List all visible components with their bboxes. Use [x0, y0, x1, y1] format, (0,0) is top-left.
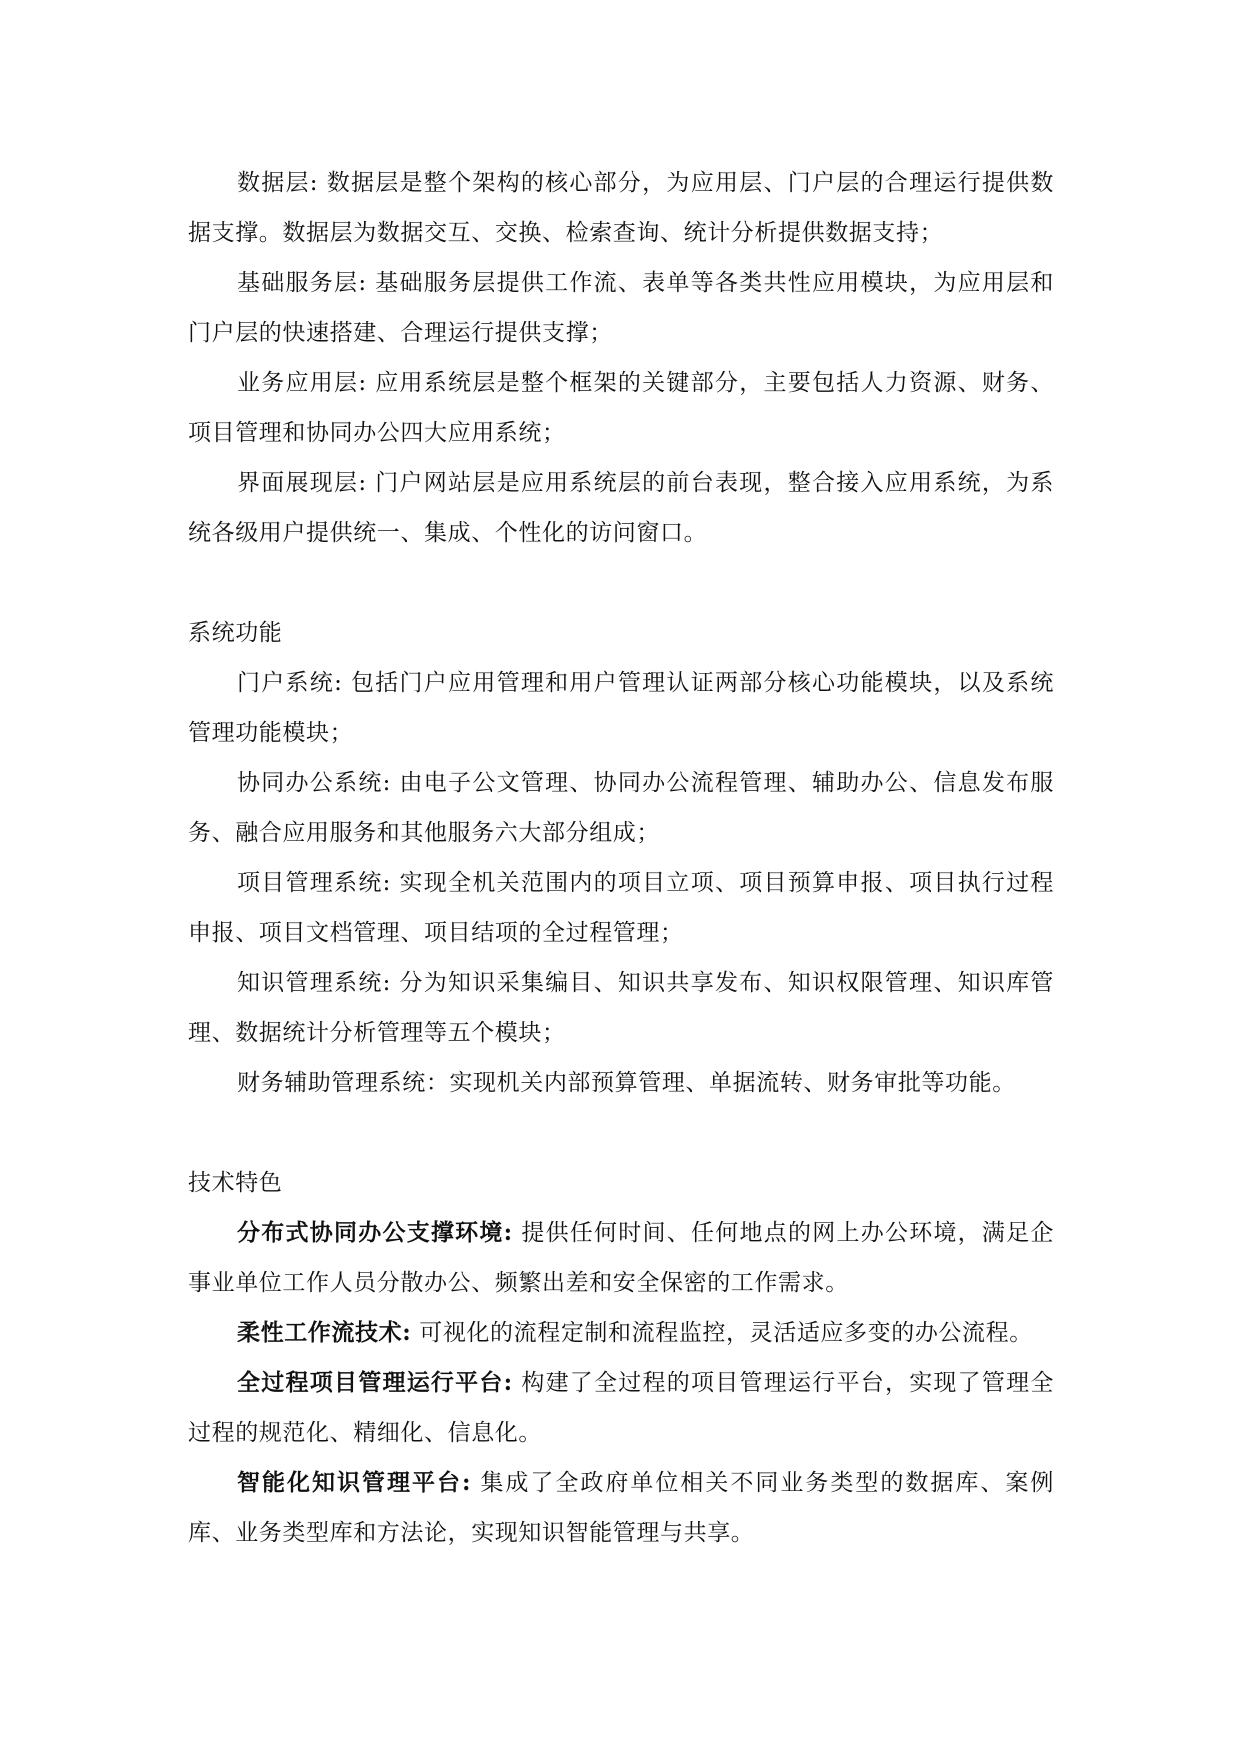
item-text: 可视化的流程定制和流程监控，灵活适应多变的办公流程。: [419, 1320, 1033, 1346]
item-label: 数据层: [237, 170, 310, 196]
item-separator: :: [382, 770, 391, 796]
item-text: 提供任何时间、任何地点的网上办公环境，满足企事业单位工作人员分散办公、频繁出差和安全保密的工作需求。: [188, 1220, 1055, 1296]
architecture-item-base-service-layer: [188, 258, 1054, 358]
item-label: 门户系统: [237, 670, 335, 696]
item-text: 实现机关内部预算管理、单据流转、财务审批等功能。: [449, 1070, 1016, 1096]
item-label: 项目管理系统: [237, 870, 383, 896]
function-item-collab-office: [188, 758, 1054, 858]
item-text: 门户网站层是应用系统层的前台表现，整合接入应用系统，为系统各级用户提供统一、集成、个性化的访问窗口。: [188, 470, 1054, 546]
section-spacer: [188, 1108, 1054, 1158]
item-separator: :: [358, 270, 367, 296]
item-text: 数据层是整个架构的核心部分，为应用层、门户层的合理运行提供数据支撑。数据层为数据交互、交换、检索查询、统计分析提供数据支持；: [188, 170, 1054, 246]
item-label: 基础服务层: [237, 270, 359, 296]
architecture-item-ui-layer: [188, 458, 1054, 558]
item-separator: :: [382, 870, 391, 896]
section-heading-features: 技术特色: [188, 1170, 283, 1196]
item-label: 界面展现层: [237, 470, 359, 496]
item-text: 实现全机关范围内的项目立项、项目预算申报、项目执行过程申报、项目文档管理、项目结项的全过程管理；: [188, 870, 1054, 946]
item-separator: :: [382, 970, 391, 996]
item-label: 财务辅助管理系统: [237, 1070, 426, 1096]
item-label: 全过程项目管理运行平台:: [237, 1369, 513, 1396]
item-separator: ：: [425, 1070, 450, 1096]
architecture-section: [188, 158, 1054, 558]
item-text: 包括门户应用管理和用户管理认证两部分核心功能模块，以及系统管理功能模块；: [188, 670, 1054, 746]
item-label: 业务应用层: [237, 370, 359, 396]
item-text: 分为知识采集编目、知识共享发布、知识权限管理、知识库管理、数据统计分析管理等五个模块；: [188, 970, 1054, 1046]
item-text: 集成了全政府单位相关不同业务类型的数据库、案例库、业务类型库和方法论，实现知识智能管理与共享。: [188, 1470, 1054, 1546]
item-label: 知识管理系统: [237, 970, 383, 996]
item-label: 柔性工作流技术:: [237, 1319, 412, 1346]
function-item-knowledge-mgmt: [188, 958, 1054, 1058]
document-body: [188, 158, 1054, 1558]
item-text: 由电子公文管理、协同办公流程管理、辅助办公、信息发布服务、融合应用服务和其他服务六大部分组成；: [188, 770, 1054, 846]
architecture-item-data-layer: [188, 158, 1054, 258]
feature-item-workflow: [188, 1308, 1054, 1358]
architecture-item-business-app-layer: [188, 358, 1054, 458]
features-section: [188, 1158, 1054, 1558]
section-heading-functions: 系统功能: [188, 620, 283, 646]
item-text: 基础服务层提供工作流、表单等各类共性应用模块，为应用层和门户层的快速搭建、合理运行提供支撑；: [188, 270, 1054, 346]
item-label: 分布式协同办公支撑环境:: [237, 1219, 513, 1246]
function-item-portal: [188, 658, 1054, 758]
item-separator: :: [334, 670, 343, 696]
item-separator: :: [358, 370, 367, 396]
feature-item-knowledge-platform: [188, 1458, 1054, 1558]
function-item-finance: [188, 1058, 1054, 1108]
item-label: 智能化知识管理平台:: [237, 1469, 472, 1496]
feature-item-project-platform: [188, 1358, 1054, 1458]
item-text: 应用系统层是整个框架的关键部分，主要包括人力资源、财务、项目管理和协同办公四大应用系统；: [188, 370, 1054, 446]
item-separator: :: [358, 470, 367, 496]
function-item-project-mgmt: [188, 858, 1054, 958]
section-spacer: [188, 558, 1054, 608]
feature-item-distributed: [188, 1208, 1054, 1308]
item-text: 构建了全过程的项目管理运行平台，实现了管理全过程的规范化、精细化、信息化。: [188, 1370, 1055, 1446]
item-separator: :: [309, 170, 319, 196]
functions-section: [188, 608, 1054, 1108]
item-label: 协同办公系统: [237, 770, 383, 796]
